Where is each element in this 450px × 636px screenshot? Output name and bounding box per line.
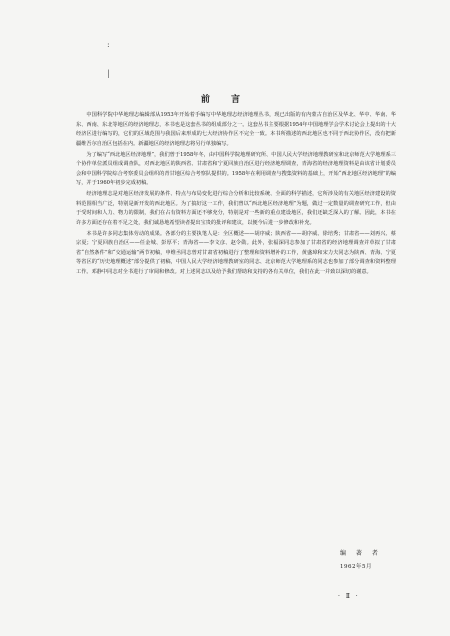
page-title: 前 言 xyxy=(200,95,250,105)
paragraph: 为了编写“西北地区经济地理”，我们曾于1958年冬，由中国科学院地理研究所、中国人民大学经济地理教研室和北京师范大学地理系三个协作单位派员组成调查队，对西北地区的陕西省、甘肃省和宁夏回族自治区进行经济地理调查，青海省的经济地理资料是由该省计划委员会和中国科学院综合考察委员会组织的青甘地区综合考察队提供的。1958年在利用调查与搜集资料的基础上，开始“西北地区经济地理”的编写，并于1960年初步完成初稿。 xyxy=(76,151,396,186)
page-number: · Ⅱ · xyxy=(338,593,360,600)
signature-date: 1962年5月 xyxy=(340,564,372,570)
author-signature: 编 著 者 xyxy=(340,550,382,557)
preface-body xyxy=(76,111,396,279)
paragraph: 经济地理志是对地区经济发展的条件、特点与布局变化进行综合分析和比较系统、全面的科学描述，它所涉及的有关地区经济建设的资料范围相当广泛，特别是新开发的西北地区。为了搞好这一工作，我们曾以“西北地区经济地理”为题，做过一定数量的调查研究工作，但由于受时间和人力、物力的限制，我们在占有资料方面还不够充分，特别是对一些新的重点建设地区，我们还缺乏深入的了解。因此，本书在许多方面还存在着不足之处，我们诚恳地希望读者提出宝贵的批评和建议，以便今后进一步修改和补充。 xyxy=(76,191,396,226)
margin-mark: | xyxy=(107,69,110,78)
paragraph: 中国科学院中华地理志编辑部从1953年开始着手编写中华地理志经济地理丛书，现已出版的有内蒙古自治区及华北、华中、华南、华东、西南、东北等地区的经济地理志，本书也是这套丛书的组成部分之一。这套丛书主要根据1954年中国地理学会学术讨论会上提出的十大经济区进行编写的，它们的区域范围与我国后来形成的七大经济协作区不完全一致。本书所描述的西北地区也不同于西北协作区，没有把新疆维吾尔自治区包括在内。新疆地区的经济地理志将另行单独编写。 xyxy=(76,112,396,147)
paragraph: 本书是许多同志集体劳动的成果。各部分的主要执笔人是：全区概述——胡序威；陕西省——胡序威、徐培秀；甘肃省——刘再兴、蔡宗夏；宁夏回族自治区——任金城、彭厚平；青海省——李文彦、赵令勋。此外，张福深同志参加了甘肃省的经济地理调查并草拟了甘肃省“自然条件”和“交通运输”两节初稿，申维丞同志曾对甘肃省初稿进行了整理和资料增补的工作，黄盛璋和宋力夫同志为陕西、青海、宁夏等省区的“历史地理概述”部分提供了初稿，中国人民大学经济地理教研室的同志、北京师范大学地理系的同志也参加了部分调查和资料整理工作。邓静中同志对全书进行了审阅和修改。对上述同志以及给予我们帮助和支持的各有关单位，我们在此一并致以深切的谢意。 xyxy=(76,230,396,275)
margin-mark: : xyxy=(107,40,110,49)
